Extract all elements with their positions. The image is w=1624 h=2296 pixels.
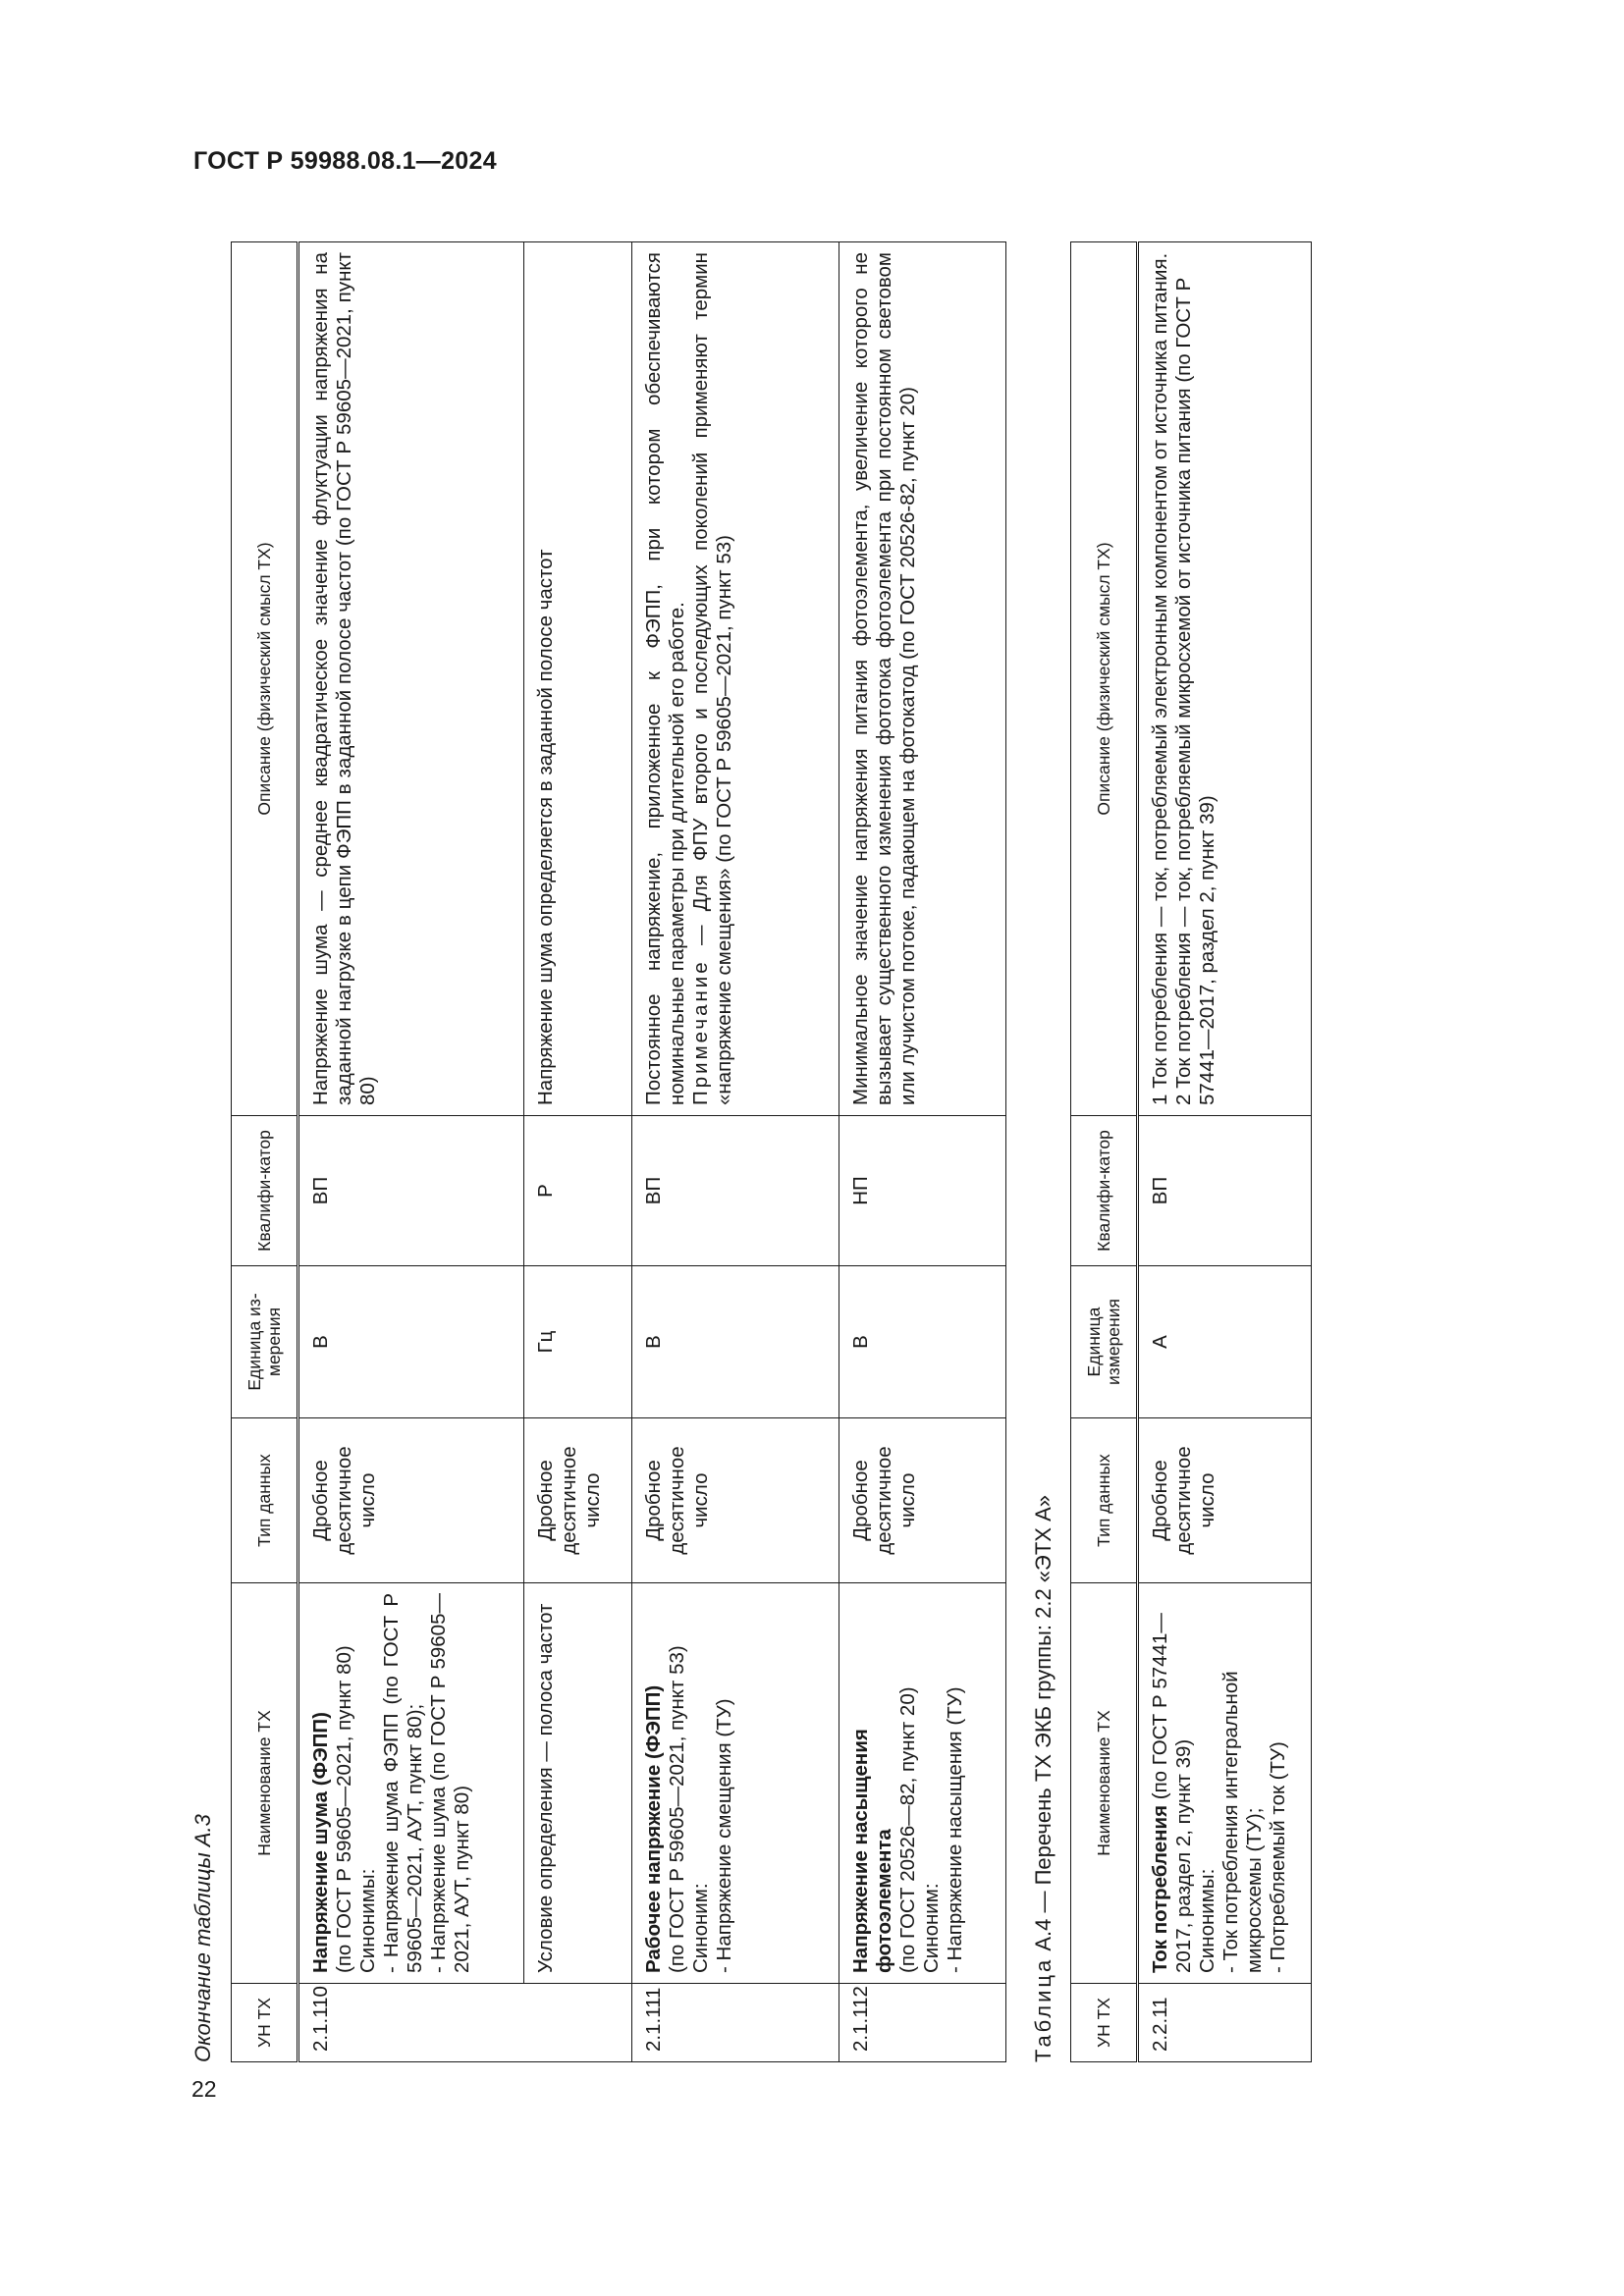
note-text: — Для ФПУ второго и последующих поколений применяют термин «напряжение смещения» (по ГОСТ Р 59605—2021, пункт 53) (689, 252, 736, 1105)
cell-id: 2.1.111 (632, 1984, 839, 2062)
cell-description: Минимальное значение напряжения питания фотоэлемента, увеличение которого не вызывает существенного изменения фототока фотоэлемента при постоянном световом или лучистом потоке, падающем на фотокатод (по ГОСТ 20526-82, пункт 20) (839, 242, 1005, 1116)
cell-name (632, 1583, 839, 1984)
col-header-description: Описание (физический смысл ТХ) (1071, 242, 1138, 1116)
cell-description (632, 242, 839, 1116)
table-a4-caption (1031, 1495, 1056, 2062)
cell-description: 1 Ток потребления — ток, потребляемый электронным компонентом от источника питания. 2 Ток потребления — ток, потребляемый микросхемой от источника питания (по ГОСТ Р 57441—2017, раздел 2, пункт 39) (1138, 242, 1312, 1116)
table-a3-header-row (232, 242, 298, 2062)
col-header-unit: Единица из-мерения (232, 1266, 298, 1418)
col-header-unit: Единица измерения (1071, 1266, 1138, 1418)
cell-name: Условие определения — полоса частот (524, 1583, 632, 1984)
caption-text: А.4 — Перечень ТХ ЭКБ группы: 2.2 «ЭТХ А» (1031, 1495, 1056, 1957)
col-header-name: Наименование ТХ (1071, 1583, 1138, 1984)
page-number: 22 (191, 2076, 217, 2102)
cell-type: Дробное десятичное число (632, 1418, 839, 1583)
col-header-id: УН ТХ (1071, 1984, 1138, 2062)
table-row (1138, 242, 1312, 2062)
cell-name (1138, 1583, 1312, 1984)
col-header-qualifier: Квалифи-катор (1071, 1116, 1138, 1266)
name-bold: Напряжение насыщения фотоэлемента (848, 1729, 895, 1973)
table-a4-header-row (1071, 242, 1138, 2062)
document-header: ГОСТ Р 59988.08.1—2024 (193, 147, 497, 175)
col-header-type: Тип данных (232, 1418, 298, 1583)
table-a3-caption: Окончание таблицы А.3 (190, 1814, 215, 2062)
col-header-name: Наименование ТХ (232, 1583, 298, 1984)
col-header-description: Описание (физический смысл ТХ) (232, 242, 298, 1116)
col-header-type: Тип данных (1071, 1418, 1138, 1583)
cell-qualifier: ВП (1138, 1116, 1312, 1266)
cell-id: 2.1.110 (298, 1984, 632, 2062)
cell-name (839, 1583, 1005, 1984)
cell-unit: В (298, 1266, 524, 1418)
table-row (298, 242, 524, 2062)
cell-name (298, 1583, 524, 1984)
name-rest: (по ГОСТ Р 57441—2017, раздел 2, пункт 39) Синонимы: - Ток потребления интегральной микросхемы (ТУ); - Потребляемый ток (ТУ) (1149, 1613, 1289, 1973)
cell-qualifier: ВП (298, 1116, 524, 1266)
cell-unit: В (632, 1266, 839, 1418)
cell-qualifier: ВП (632, 1116, 839, 1266)
cell-id: 2.1.112 (839, 1984, 1005, 2062)
rotated-landscape-content (185, 211, 1333, 2076)
cell-unit: А (1138, 1266, 1312, 1418)
table-row (632, 242, 839, 2062)
cell-description: Напряжение шума определяется в заданной полосе частот (524, 242, 632, 1116)
name-bold: Рабочее напряжение (ФЭПП) (642, 1684, 666, 1973)
cell-type: Дробное десятичное число (298, 1418, 524, 1583)
table-a4 (1070, 241, 1312, 2062)
name-rest: (по ГОСТ Р 59605—2021, пункт 80) Синонимы: - Напряжение шума ФЭПП (по ГОСТ Р 59605—2021, АУТ, пункт 80); - Напряжение шума (по ГОСТ Р 59605—2021, АУТ, пункт 80) (333, 1593, 473, 1973)
name-rest: (по ГОСТ 20526—82, пункт 20) Синоним: - Напряжение насыщения (ТУ) (895, 1686, 966, 1973)
col-header-id: УН ТХ (232, 1984, 298, 2062)
note-label: Примечание (689, 959, 713, 1105)
table-row (839, 242, 1005, 2062)
table-row (524, 242, 632, 2062)
col-header-qualifier: Квалифи-катор (232, 1116, 298, 1266)
cell-description: Напряжение шума — среднее квадратическое значение флуктуации напряжения на заданной нагрузке в цепи ФЭПП в заданной полосе частот (по ГОСТ Р 59605—2021, пункт 80) (298, 242, 524, 1116)
name-bold: Напряжение шума (ФЭПП) (309, 1712, 332, 1973)
name-bold: Ток потребления (1149, 1804, 1171, 1973)
name-rest: (по ГОСТ Р 59605—2021, пункт 53) Синоним: - Напряжение смещения (ТУ) (666, 1645, 736, 1973)
caption-label: Таблица (1031, 1956, 1056, 2062)
cell-qualifier: Р (524, 1116, 632, 1266)
cell-type: Дробное десятичное число (839, 1418, 1005, 1583)
cell-type: Дробное десятичное число (1138, 1418, 1312, 1583)
cell-unit: В (839, 1266, 1005, 1418)
table-a3 (231, 241, 1006, 2062)
cell-unit: Гц (524, 1266, 632, 1418)
cell-qualifier: НП (839, 1116, 1005, 1266)
description-text: Постоянное напряжение, приложенное к ФЭПП, при котором обеспечиваются номинальные параметры при длительной его работе. (642, 252, 689, 1105)
cell-id: 2.2.11 (1138, 1984, 1312, 2062)
cell-type: Дробное десятичное число (524, 1418, 632, 1583)
